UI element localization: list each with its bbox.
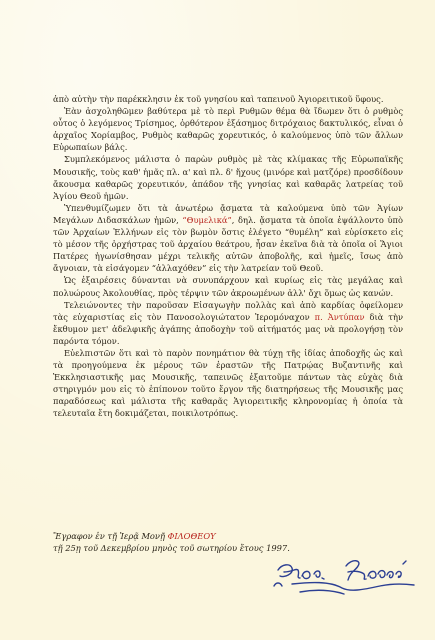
paragraph-6: [53, 299, 403, 347]
paragraph-2: Ἐὰν ἀσχοληθῶμεν βαθύτερα μὲ τὸ περὶ Ρυθμῶν θέμα θὰ ἴδωμεν ὅτι ὁ ρυθμὸς οὗτος ὁ λεγόμενος Τρίσημος, ὀρθότερον ἑξάσημος διτρόχαιος δακτυλικός, εἶναι ὁ ἀρχαῖος Χορίαμβος, Ρυθμὸς καθαρῶς χορευτικός, ὁ καλούμενος ὑπὸ τῶν ἄλλων Εὐρωπαίων βάλς.: [53, 106, 403, 153]
paragraph-4-post: , δηλ. ᾄσματα τὰ ὁποῖα ἐψάλλοντο ὑπὸ τῶν Ἀρχαίων Ἑλλήνων εἰς τὸν βωμὸν ὅστις ἐλέγετο “θυμέλη” καὶ εὑρίσκετο εἰς τὸ μέσον τῆς ὀρχήστρας τοῦ ἀρχαίου θεάτρου, ἦσαν ἐκεῖνα διὰ τὰ ὁποῖα οἱ Ἅγιοι Πατέρες ἠγωνίσθησαν μέχρι τελικῆς αὐτῶν ἀποβολῆς, καὶ ἡμεῖς, ἴσως ἀπὸ ἄγνοιαν, τὰ εἰσάγομεν “ἀλλαχόθεν” εἰς τὴν λατρείαν τοῦ Θεοῦ.: [53, 214, 403, 274]
monastery-name: ΦΙΛΟΘΕΟΥ: [167, 531, 216, 541]
body-text: [53, 93, 403, 420]
paragraph-4: [53, 202, 403, 275]
thymelika-highlight: “Θυμελικά”: [182, 214, 232, 225]
paragraph-1: ἀπὸ αὐτὴν τὴν παρέκκλησιν ἐκ τοῦ γνησίου καὶ ταπεινοῦ Ἁγιορειτικοῦ ὕφους.: [53, 94, 384, 104]
closing-line-1: [53, 530, 403, 542]
paragraph-7: Εὐελπιστῶν ὅτι καὶ τὸ παρὸν πονημάτιον θὰ τύχῃ τῆς ἰδίας ἀποδοχῆς ὡς καὶ τὰ προηγούμενα ἐκ μέρους τῶν ἐραστῶν τῆς Πατρῴας Βυζαντινῆς καὶ Ἐκκλησιαστικῆς μας Μουσικῆς, ταπεινῶς ἐξαιτοῦμε πάντων τὰς εὐχὰς διὰ στηριγμόν μου εἰς τὸ ἐπίπονον τοῦτο ἔργον τῆς διατηρήσεως τῆς Μουσικῆς μας παραδόσεως καὶ μάλιστα τῆς καθαρᾶς Ἁγιορειτικῆς κληρονομίας ἡ ὁποία τὰ τελευταῖα ἔτη δοκιμάζεται, ποικιλοτρόπως.: [53, 347, 403, 419]
antypas-highlight: π. Ἀντύπαν: [314, 311, 365, 322]
paragraph-5: Ὡς ἐξαιρέσεις δύνανται νὰ συνυπάρχουν καὶ κυρίως εἰς τὰς μεγάλας καὶ πολυώρους Ἀκολουθίας, πρὸς τέρψιν τῶν ἀκροωμένων ἀλλ' ὄχι ὅμως ὡς κανών.: [53, 275, 403, 298]
paragraph-3: Συμπλεκόμενος μάλιστα ὁ παρὼν ρυθμὸς μὲ τὰς κλίμακας τῆς Εὐρωπαϊκῆς Μουσικῆς, τοὺς καθ' ἡμᾶς πλ. α' καὶ πλ. δ' ἤχους (μινόρε καὶ ματζόρε) προσδίδουν ἄκουσμα καθαρῶς χορευτικόν, ἀπάδον τῆς γνησίας καὶ καθαρᾶς λατρείας τοῦ Ἁγίου Θεοῦ ἡμῶν.: [53, 154, 403, 201]
paragraph-6-pre: Τελειώνοντες τὴν παροῦσαν Εἰσαγωγὴν πολλὰς καὶ ἀπὸ καρδίας ὀφείλομεν τὰς εὐχαριστίας εἰς τὸν Πανοσολογιώτατον Ἱερομόναχον: [53, 299, 403, 322]
paragraph-4-pre: Ὑπενθυμίζωμεν ὅτι τὰ ἀνωτέρω ᾄσματα τὰ καλούμενα ὑπὸ τῶν Ἁγίων Μεγάλων Διδασκάλων ἡμῶν,: [53, 202, 403, 225]
handwritten-signature: [270, 548, 420, 603]
closing-line-2: τῇ 25ῃ τοῦ Δεκεμβρίου μηνὸς τοῦ σωτηρίου ἔτους 1997.: [53, 543, 290, 554]
closing-line-1-pre: Ἔγραφον ἐν τῇ Ἱερᾷ Μονῇ: [53, 531, 168, 541]
paragraph-6-post: διὰ τὴν ἔκθυμον μετ' ἀδελφικῆς ἀγάπης ἀποδοχὴν τοῦ αἰτήματός μας νὰ προλογήσῃ τὸν παρόντα τόμον.: [53, 311, 404, 346]
